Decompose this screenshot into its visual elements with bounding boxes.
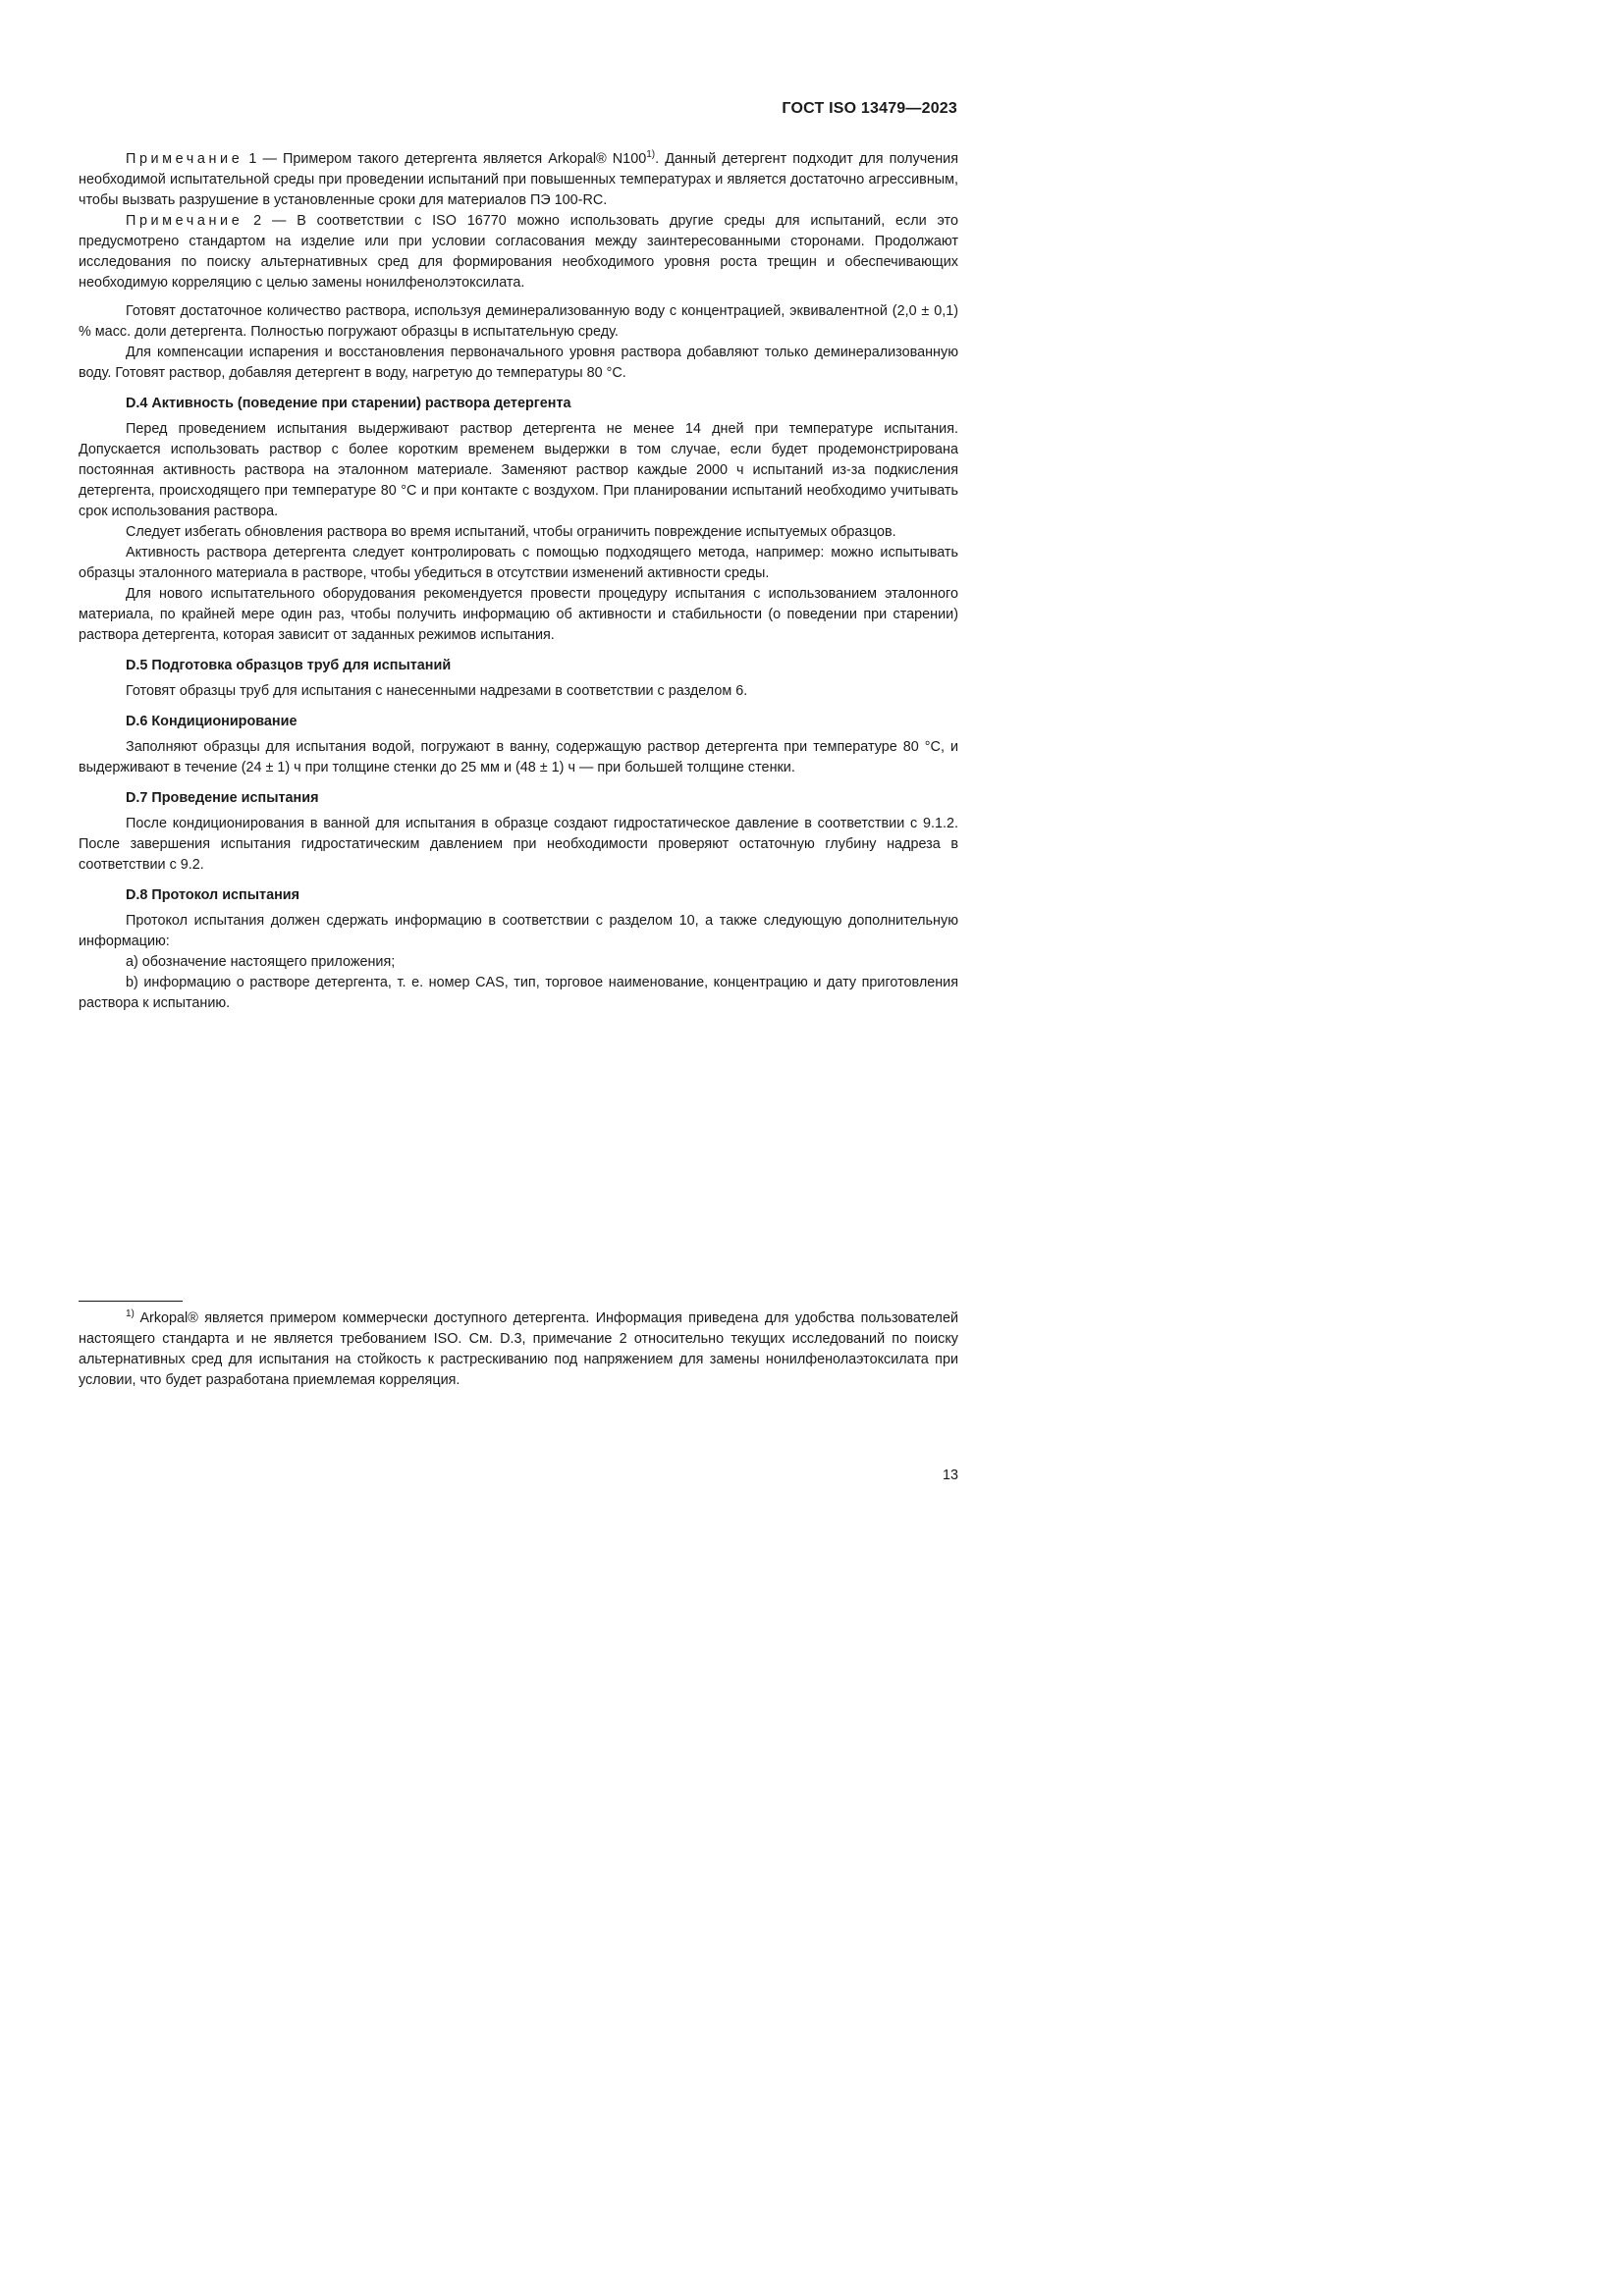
list-item: b) информацию о растворе детергента, т. е. номер CAS, тип, торговое наименование, концентрацию и дату приготовления раствора к испытанию. — [79, 975, 958, 1011]
page-body — [79, 149, 958, 1014]
section-d6 — [79, 712, 958, 778]
footnote — [79, 1308, 958, 1391]
section-heading: D.8 Протокол испытания — [126, 887, 300, 903]
paragraph: Заполняют образцы для испытания водой, погружают в ванну, содержащую раствор детергента при температуре 80 °С, и выдерживают в течение (24 ± 1) ч при толщине стенки до 25 мм и (48 ± 1) ч — при большей толщине стенки. — [79, 739, 958, 775]
note-text: — Примером такого детергента является Arkopal® N100 — [256, 151, 647, 167]
section-d7 — [79, 788, 958, 876]
paragraph: После кондиционирования в ванной для испытания в образце создают гидростатическое давление в соответствии с 9.1.2. После завершения испытания гидростатическим давлением при необходимости проверяют остаточную глубину надреза в соответствии с 9.2. — [79, 816, 958, 873]
footnote-marker: 1) — [126, 1308, 135, 1319]
section-heading: D.5 Подготовка образцов труб для испытаний — [126, 658, 452, 673]
note-text: . Данный детергент подходит для получения необходимой испытательной среды при проведении испытаний при повышенных температурах и является достаточно агрессивным, чтобы вызвать разрушение в установленные сроки для материалов ПЭ 100-RC. — [79, 151, 958, 208]
paragraph: Готовят образцы труб для испытания с нанесенными надрезами в соответствии с разделом 6. — [126, 683, 748, 699]
footnote-text — [79, 1308, 958, 1391]
footnote-body: Arkopal® является примером коммерчески доступного детергента. Информация приведена для удобства пользователей настоящего стандарта и не является требованием ISO. См. D.3, примечание 2 относительно текущих исследований по поиску альтернативных сред для испытания на стойкость к растрескиванию под напряжением для замены нонилфенолаэтоксилата при условии, что будет разработана приемлемая корреляция. — [79, 1310, 958, 1388]
paragraph: Для нового испытательного оборудования рекомендуется провести процедуру испытания с использованием эталонного материала, по крайней мере один раз, чтобы получить информацию об активности и стабильности (о поведении при старении) раствора детергента, которая зависит от заданных режимов испытания. — [79, 586, 958, 643]
section-d4 — [79, 394, 958, 646]
note-number: 1 — [248, 151, 257, 167]
section-heading: D.4 Активность (поведение при старении) раствора детергента — [126, 396, 571, 411]
section-heading: D.7 Проведение испытания — [126, 790, 319, 806]
section-d5 — [79, 656, 958, 702]
note-text: — В соответствии с ISO 16770 можно использовать другие среды для испытаний, если это предусмотрено стандартом на изделие или при условии согласования между заинтересованными сторонами. Продолжают исследования по поиску альтернативных сред для формирования необходимого уровня роста трещин и обеспечивающих необходимую корреляцию с целью замены нонилфенолэтоксилата. — [79, 213, 958, 291]
document-header: ГОСТ ISO 13479—2023 — [782, 100, 957, 117]
paragraph: Готовят достаточное количество раствора, используя деминерализованную воду с концентрацией, эквивалентной (2,0 ± 0,1) % масс. доли детергента. Полностью погружают образцы в испытательную среду. — [79, 303, 958, 340]
note-label: Примечание — [126, 151, 244, 167]
paragraph: Для компенсации испарения и восстановления первоначального уровня раствора добавляют только деминерализованную воду. Готовят раствор, добавляя детергент в воду, нагретую до температуры 80 °С. — [79, 345, 958, 381]
paragraph: Активность раствора детергента следует контролировать с помощью подходящего метода, например: можно испытывать образцы эталонного материала в растворе, чтобы убедиться в отсутствии изменений активности среды. — [79, 545, 958, 581]
note-2 — [79, 211, 958, 294]
paragraph: Протокол испытания должен сдержать информацию в соответствии с разделом 10, а также следующую дополнительную информацию: — [79, 913, 958, 949]
section-heading: D.6 Кондиционирование — [126, 714, 298, 729]
note-label: Примечание — [126, 213, 244, 229]
paragraph: Перед проведением испытания выдерживают раствор детергента не менее 14 дней при температуре испытания. Допускается использовать раствор с более коротким временем выдержки в том случае, если будет продемонстрирована постоянная активность раствора на эталонном материале. Заменяют раствор каждые 2000 ч испытаний из-за подкисления детергента, происходящего при температуре 80 °С и при контакте с воздухом. При планировании испытаний необходимо учитывать срок использования раствора. — [79, 421, 958, 519]
page-number: 13 — [942, 1468, 958, 1483]
note-number: 2 — [253, 213, 262, 229]
list-item: а) обозначение настоящего приложения; — [126, 954, 396, 970]
section-d8 — [79, 885, 958, 1014]
document-page — [0, 0, 1076, 1522]
footnote-divider — [79, 1301, 183, 1302]
footnote-ref[interactable]: 1) — [646, 149, 656, 160]
note-1 — [79, 149, 958, 211]
paragraph: Следует избегать обновления раствора во время испытаний, чтобы ограничить повреждение испытуемых образцов. — [126, 524, 896, 540]
